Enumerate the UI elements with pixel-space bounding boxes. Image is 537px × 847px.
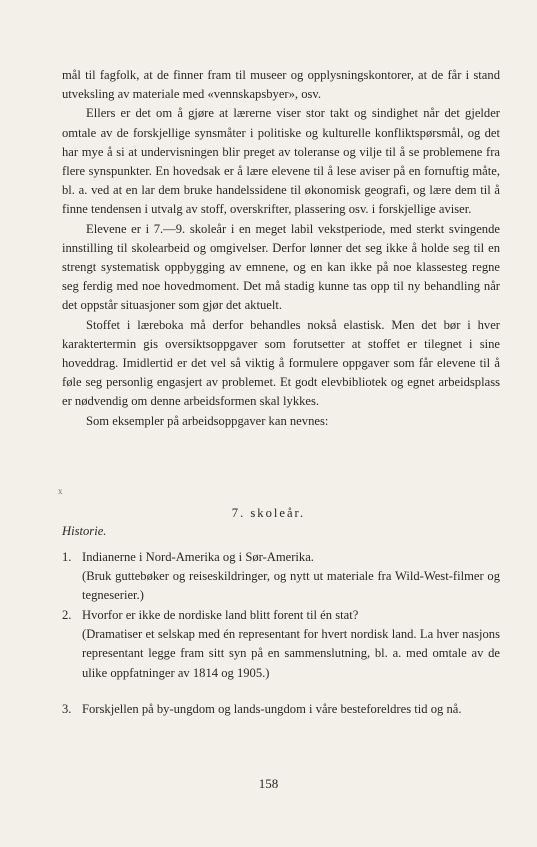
subject-heading: Historie. <box>62 524 107 538</box>
paragraph: Ellers er det om å gjøre at lærerne viser stor takt og sindighet når det gjelder omtale av de forskjellige synsmåter i politiske og kulturelle konfliktspørsmål, og det har mye å si at undervisningen blir preget av toleranse og vilje til å se problemene fra flere synspunkter. En hovedsak er å lære elevene til å lese aviser på en fornuftig måte, bl. a. ved at en lar dem bruke handelssidene til økonomisk geografi, og lære dem til å finne tendensen i utvalg av stoff, overskrifter, plassering osv. i forskjellige aviser. <box>62 106 500 217</box>
list-item <box>62 606 500 683</box>
section-heading: 7. skoleår. <box>231 506 306 520</box>
item-number: 2. <box>62 608 72 622</box>
margin-mark: x <box>58 486 63 496</box>
body-text <box>62 66 500 431</box>
item-number: 3. <box>62 702 72 716</box>
paragraph-continuation: mål til fagfolk, at de finner fram til museer og opplysningskontorer, at de får i stand utveksling av materiale med «vennskapsbyer», osv. <box>62 68 500 102</box>
page-number: 158 <box>258 776 279 791</box>
item-title: Indianerne i Nord-Amerika og i Sør-Amerika. <box>82 550 314 564</box>
paragraph: Elevene er i 7.—9. skoleår i en meget labil vekstperiode, med sterkt svingende innstilling til skolearbeid og omgivelser. Derfor lønner det seg ikke å holde seg til en strengt systematisk oppbygging av emnene, og en kan ikke på noe klassesteg regne seg ferdig med noe hovedmoment. Det må stadig kunne tas opp til ny behandling når det oppstår situasjoner som gjør det aktuelt. <box>62 221 500 313</box>
paragraph: Som eksempler på arbeidsoppgaver kan nevnes: <box>86 413 329 428</box>
list-item <box>62 700 500 719</box>
paragraph: Stoffet i læreboka må derfor behandles nokså elastisk. Men det bør i hver karaktertermin gis oversiktsoppgaver som forutsetter at stoffet er tilegnet i sine hoveddrag. Imidlertid er det vel så viktig å formulere oppgaver som får elevene til å føle seg personlig engasjert av problemet. Et godt elevbibliotek og egnet arbeidsplass er nødvendig om denne arbeidsformen skal lykkes. <box>62 317 500 409</box>
list-item <box>62 548 500 606</box>
item-detail: (Dramatiser et selskap med én representant for hvert nordisk land. La hver nasjons representant legge fram sitt syn på en sammenslutning, bl. a. med omtale av de ulike oppfatninger av 1814 og 1905.) <box>82 627 500 680</box>
item-detail: (Bruk guttebøker og reiseskildringer, og nytt ut materiale fra Wild-West-filmer og tegneserier.) <box>82 569 500 603</box>
item-number: 1. <box>62 550 72 564</box>
item-title: Forskjellen på by-ungdom og lands-ungdom i våre besteforeldres tid og nå. <box>82 702 462 716</box>
item-title: Hvorfor er ikke de nordiske land blitt forent til én stat? <box>82 608 359 622</box>
